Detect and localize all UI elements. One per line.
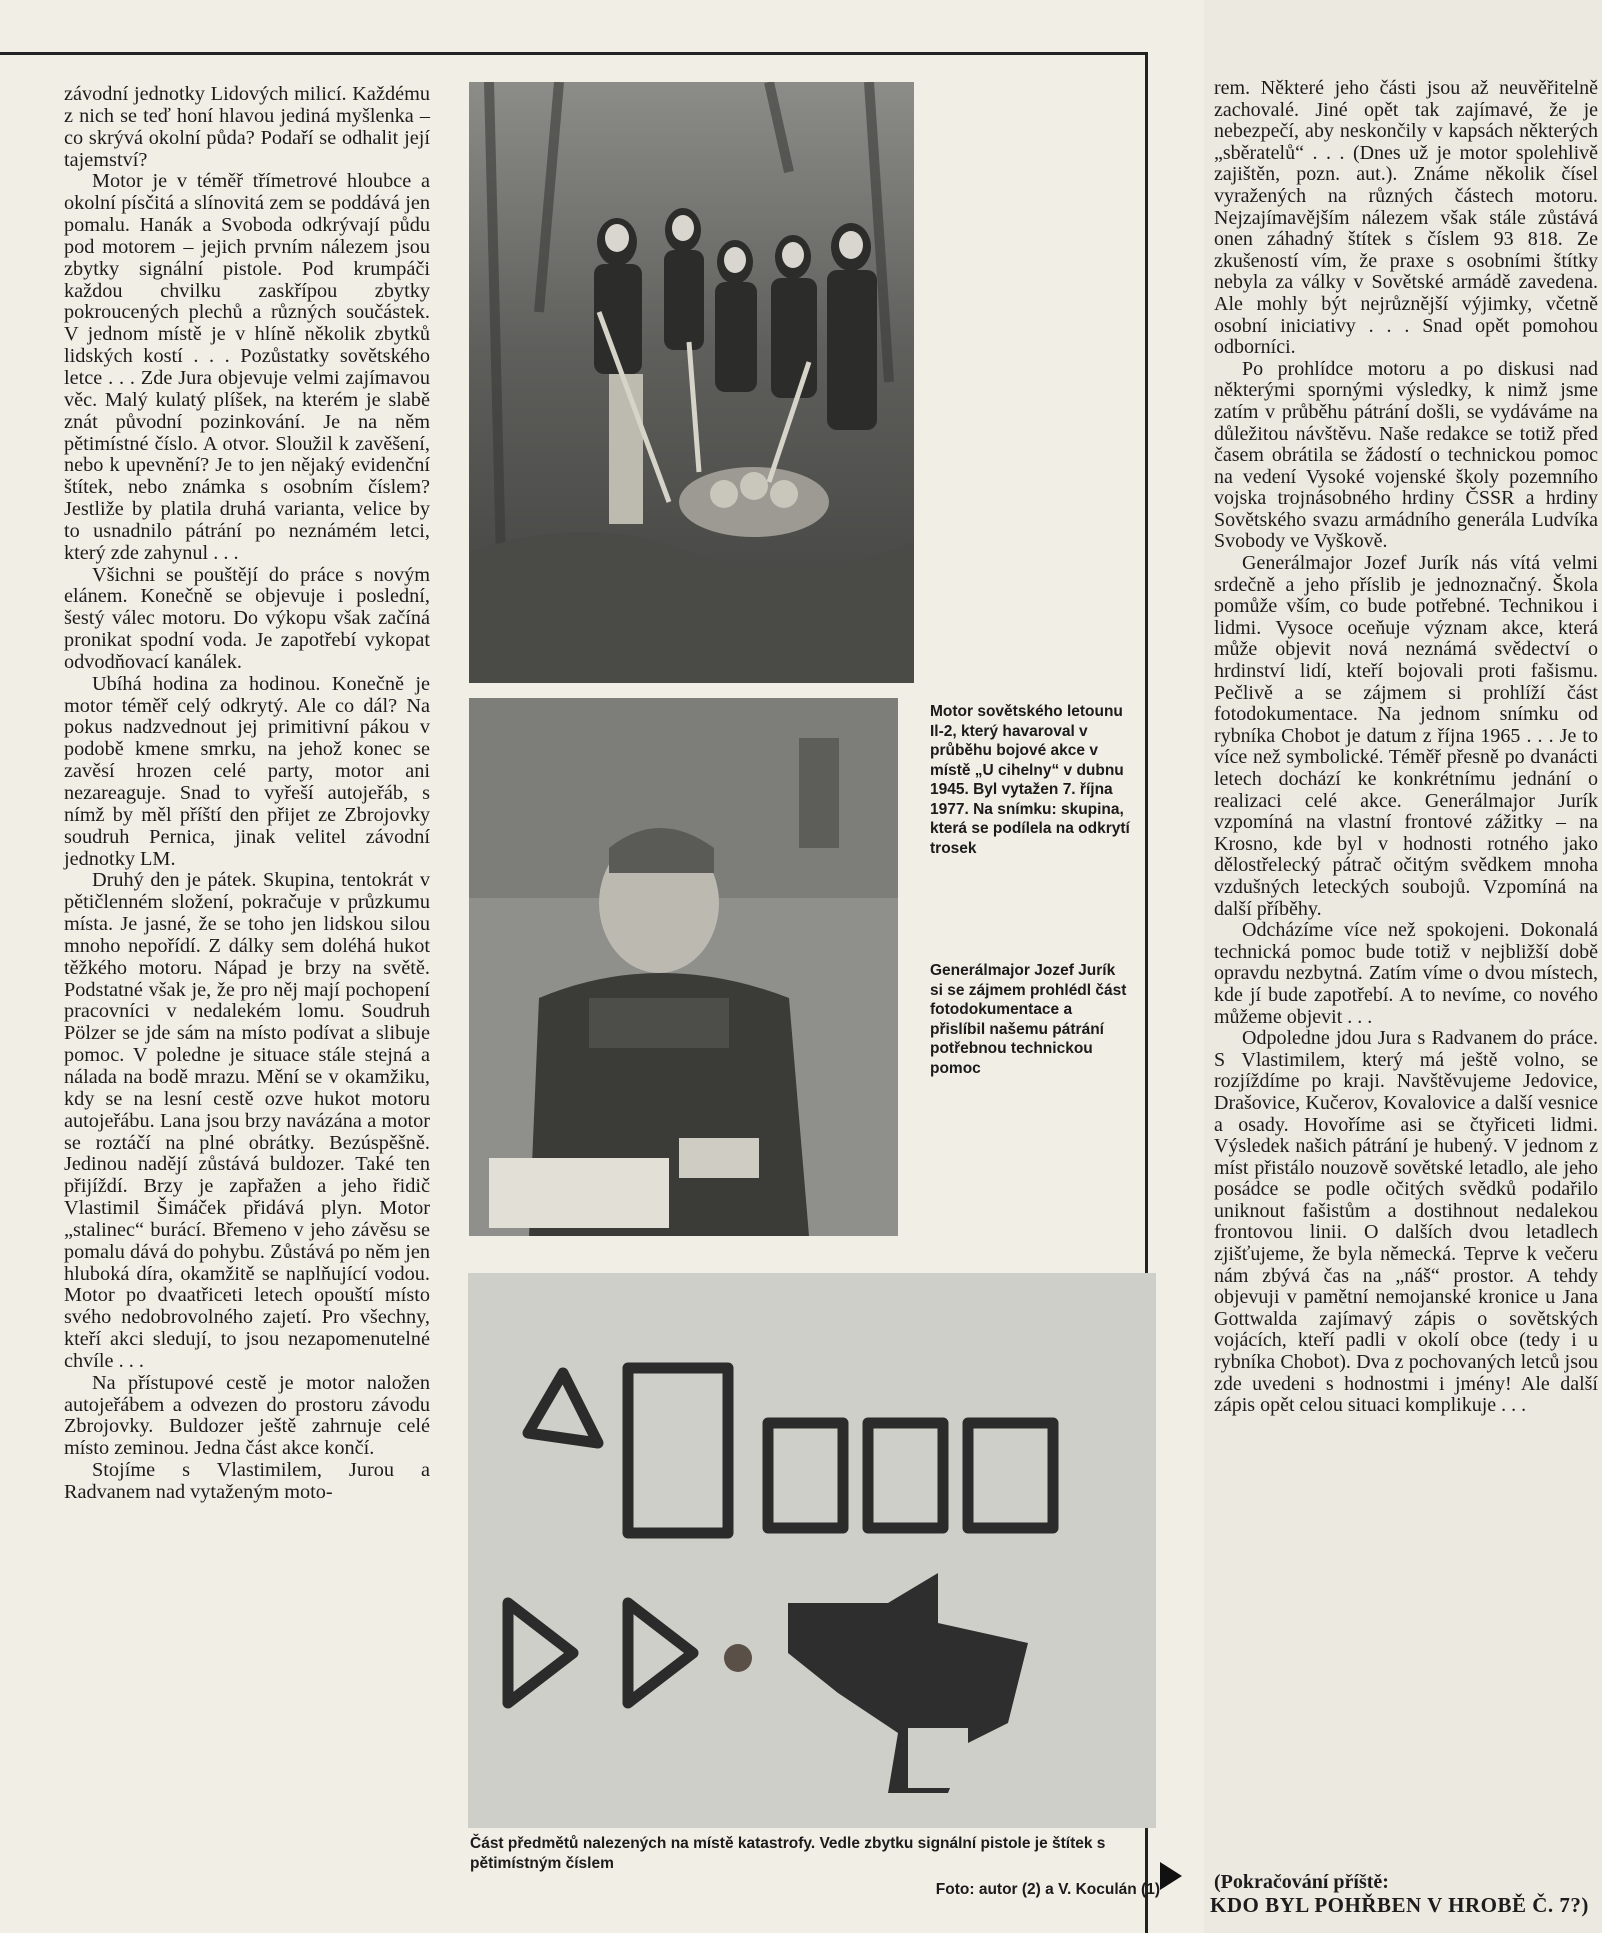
paragraph: Druhý den je pátek. Skupina, tentokrát v pětičlenném složení, pokračuje v průzkumu místa. Je jasné, že se toho jen lidskou silou mnoho nepořídí. Z dálky sem doléhá hukot těžkého motoru. Nápad je brzy na světě. Podstatné však je, že pro něj mají pochopení pracovníci v nedalekém lomu. Soudruh Pölzer se jde sám na místo podívat a slibuje pomoc. V poledne je situace stále stejná a nálada na bodě mrazu. Mění se v okamžiku, kdy se na lesní cestě ozve hukot motoru autojeřábu. Lana jsou brzy navázána a motor se roztáčí na plné obrátky. Bezúspěšně. Jedinou nadějí zůstává buldozer. Také ten přijíždí. Brzy je zapřažen a jeho řidič Vlastimil Šimáček přidává plyn. Motor „stalinec“ burácí. Břemeno v jeho závěsu se pomalu dává do pohybu. Zůstává po něm jen hluboká díra, okamžitě se naplňující vodou. Motor po dvaatřiceti letech opouští místo svého nedobrovolného zajetí. Pro všechny, kteří akci sledují, to jsou nezapomenutelné chvíle . . . xyxy=(64,869,430,1372)
top-rule xyxy=(0,52,1148,55)
paragraph: Všichni se pouštějí do práce s novým elánem. Konečně se objevuje i poslední, šestý válec motoru. Do výkopu však začíná pronikat spodní voda. Je zapotřebí vykopat odvodňovací kanálek. xyxy=(64,563,430,673)
photo-credit: Foto: autor (2) a V. Koculán (1) xyxy=(935,1881,1160,1898)
photo-general-jurik xyxy=(469,698,898,1236)
caption-excavation-group: Motor sovětského letounu Il-2, který havaroval v průběhu bojové akce v místě „U cihelny“ v dubnu 1945. Byl vytažen 7. října 1977. Na snímku: skupina, která se podílela na odkrytí trosek xyxy=(930,703,1130,857)
article-column-right xyxy=(1214,78,1598,1417)
continued-note: (Pokračování příště: xyxy=(1214,1871,1389,1893)
caption-general-jurik: Generálmajor Jozef Jurík si se zájmem prohlédl část fotodokumentace a přislíbil našemu pátrání potřebnou technickou pomoc xyxy=(930,962,1127,1077)
paragraph: Generálmajor Jozef Jurík nás vítá velmi srdečně a jeho příslib je jednoznačný. Škola pomůže vším, co bude potřebné. Technikou i lidmi. Vysoce oceňuje význam akce, která může objevit nová neznámá svědectví o hrdinství lidí, kteří bojovali proti fašismu. Pečlivě a se zájmem si prohlíží část fotodokumentace. Na jednom snímku od rybníka Chobot je datum z října 1965 . . . Je to více než symbolické. Téměř přesně po dvanácti letech dochází ke konkrétnímu jednání o realizaci celé akce. Generálmajor Jurík vzpomíná na vlastní frontové zážitky – na Krosno, kde byl v hodnosti rotného jako dělostřelecký pátrač očitým svědkem mnoha vzdušných leteckých soubojů. Vzpomíná na další příběhy. xyxy=(1214,552,1598,920)
paragraph: Na přístupové cestě je motor naložen autojeřábem a odvezen do prostoru závodu Zbrojovky. Buldozer ještě zahrnuje celé místo zeminou. Jedna část akce končí. xyxy=(64,1371,430,1460)
article-column-left xyxy=(64,84,430,1504)
paragraph: závodní jednotky Lidových milicí. Každému z nich se teď honí hlavou jediná myšlenka – co skrývá okolní půda? Podaří se odhalit její tajemství? xyxy=(64,83,430,171)
paragraph: rem. Některé jeho části jsou až neuvěřitelně zachovalé. Jiné opět tak zajímavé, že je nebezpečí, aby neskončily v kapsách některých „sběratelů“ . . . (Dnes už je motor spolehlivě zajištěn, pozn. aut.). Známe několik čísel vyražených na různých částech motoru. Nejzajímavějším nálezem však stále zůstává onen záhadný štítek s číslem 93 818. Ze zkušeností vím, že praxe s osobními štítky nebyla za války v Sovětské armádě zavedena. Ale mohly být nejrůznější výjimky, včetně osobní iniciativy . . . Snad opět pomohou odborníci. xyxy=(1214,77,1598,359)
photo-excavation-group xyxy=(469,82,914,683)
paragraph: Po prohlídce motoru a po diskusi nad některými spornými výsledky, k nimž jsme zatím v průběhu pátrání došli, se vydáváme na důležitou návštěvu. Naše redakce se totiž před časem obrátila se žádostí o technickou pomoc na vedení Vysoké vojenské školy pozemního vojska trojnásobného hrdiny ČSSR a hrdiny Sovětského svazu armádního generála Ludvíka Svobody ve Vyškově. xyxy=(1214,357,1598,553)
paragraph: Odcházíme více než spokojeni. Dokonalá technická pomoc bude totiž v nejbližší době opravdu nezbytná. Zatím víme o dvou místech, kde jí bude zapotřebí. A to nevíme, co nového můžeme objevit . . . xyxy=(1214,919,1598,1028)
triangle-right-icon xyxy=(1160,1862,1182,1890)
photo-found-items xyxy=(468,1273,1156,1828)
paragraph: Odpoledne jdou Jura s Radvanem do práce. S Vlastimilem, který má ještě volno, se rozjíždíme po kraji. Navštěvujeme Jedovice, Drašovice, Kučerov, Kovalovice a další vesnice a osady. Hovoříme asi se čtyřiceti lidmi. Výsledek našich pátrání je hubený. V jednom z míst přistálo nouzově sovětské letadlo, ale jeho posádce se podle očitých svědků podařilo uniknout fašistům a dostihnout nedalekou frontovou linii. O dalších dvou letadlech zjišťujeme, že byla německá. Teprve k večeru nám zbývá čas na „náš“ prostor. A tehdy objevuji v pamětní nemojanské kronice u Jana Gottwalda zajímavý zápis o sovětských vojácích, kteří padli v okolí obce (tedy i u rybníka Chobot). Dva z pochovaných letců jsou zde uvedeni s hodnostmi i jmény! Ale další zápis opět celou situaci komplikuje . . . xyxy=(1214,1027,1598,1417)
paragraph: Stojíme s Vlastimilem, Jurou a Radvanem nad vytaženým moto- xyxy=(64,1459,430,1503)
caption-found-items: Část předmětů nalezených na místě katastrofy. Vedle zbytku signální pistole je štítek s pětimístným číslem xyxy=(470,1835,1106,1872)
paragraph: Ubíhá hodina za hodinou. Konečně je motor téměř celý odkrytý. Ale co dál? Na pokus nadzvednout jej primitivní pákou v podobě kmene smrku, na jehož konec se zavěsí hrozen celé party, motor ani nezareaguje. Snad to vyřeší autojeřáb, s nímž by měl příští den přijet ze Zbrojovky soudruh Pernica, jinak velitel závodní jednotky LM. xyxy=(64,672,430,870)
paragraph: Motor je v téměř třímetrové hloubce a okolní písčitá a slínovitá zem se poddává jen pomalu. Hanák a Svoboda odkrývají půdu pod motorem – jejich prvním nálezem jsou zbytky signální pistole. Pod krumpáči každou chvilku zaskřípou zbytky pokroucených plechů a různých součástek. V jednom místě je v hlíně několik zbytků lidských kostí . . . Pozůstatky sovětského letce . . . Zde Jura objevuje velmi zajímavou věc. Malý kulatý plíšek, na kterém je slabě znát původní pozinkování. Je na něm pětimístné číslo. A otvor. Sloužil k zavěšení, nebo k upevnění? Je to jen nějaký evidenční štítek, nebo známka s osobním číslem? Jestliže by platila druhá varianta, velice by to usnadnilo pátrání po neznámém letci, který zde zahynul . . . xyxy=(64,170,430,564)
next-episode-title: KDO BYL POHŘBEN V HROBĚ Č. 7?) xyxy=(1210,1893,1589,1917)
